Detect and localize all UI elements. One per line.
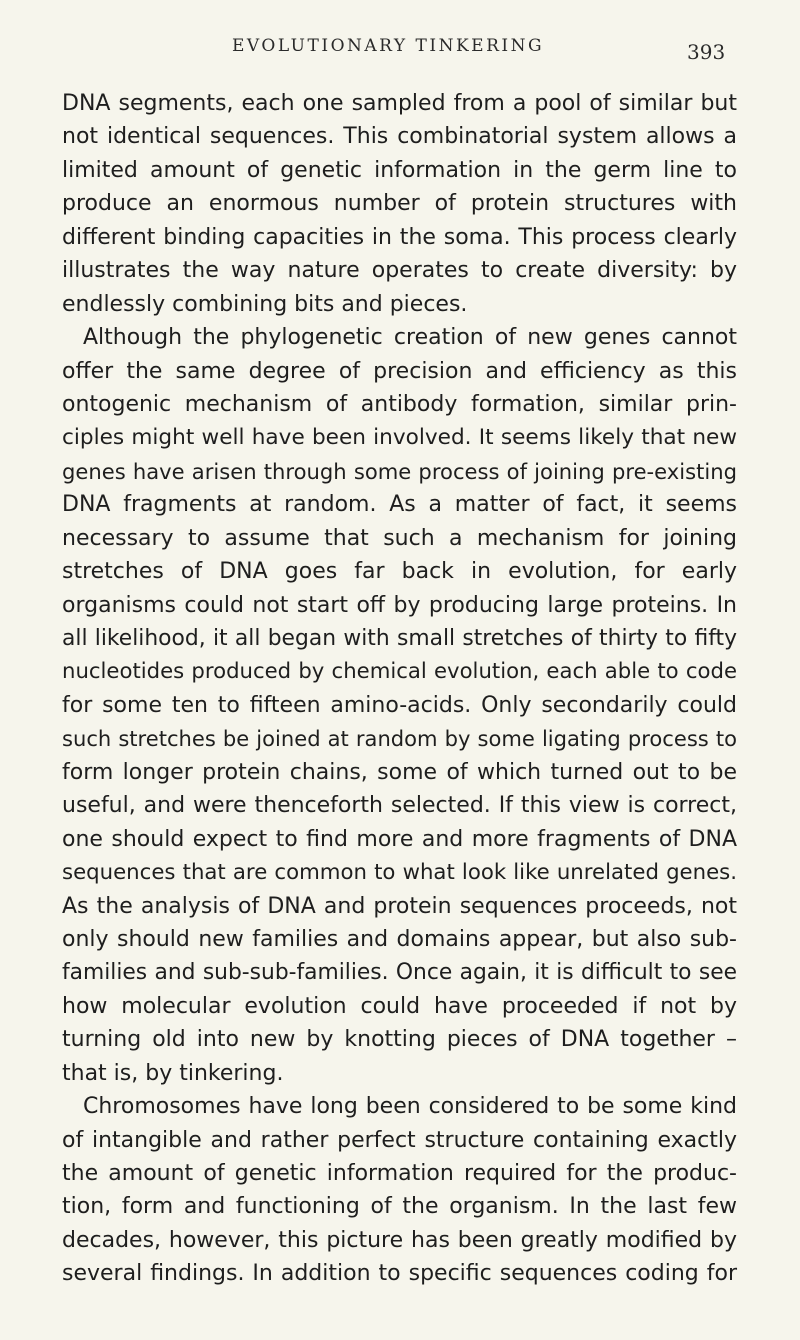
text-line: illustrates the way nature operates to create diversity: by <box>62 258 737 284</box>
text-line: form longer protein chains, some of which turned out to be <box>62 759 737 785</box>
text-line: not identical sequences. This combinatorial system allows a <box>62 124 737 150</box>
text-line: ciples might well have been involved. It seems likely that new <box>62 425 737 451</box>
text-line: turning old into new by knotting pieces of DNA together – <box>62 1027 737 1053</box>
text-line: all likelihood, it all began with small stretches of thirty to fifty <box>62 626 737 651</box>
page-number: 393 <box>687 40 726 64</box>
text-line: several findings. In addition to specific sequences coding for <box>62 1261 737 1287</box>
body-text <box>62 87 737 1291</box>
text-line: DNA segments, each one sampled from a pool of similar but <box>62 91 737 116</box>
text-line: decades, however, this picture has been greatly modified by <box>62 1227 737 1253</box>
text-line: limited amount of genetic information in the germ line to <box>62 157 737 183</box>
text-line: families and sub-sub-families. Once again, it is difficult to see <box>62 960 737 986</box>
text-line: different binding capacities in the soma. This process clearly <box>62 224 737 250</box>
text-line: such stretches be joined at random by some ligating process to <box>62 726 737 752</box>
text-line: only should new families and domains appear, but also sub- <box>62 926 737 952</box>
running-head: EVOLUTIONARY TINKERING <box>232 36 545 56</box>
text-line: offer the same degree of precision and efficiency as this <box>62 358 737 384</box>
text-line: stretches of DNA goes far back in evolution, for early <box>62 559 737 585</box>
text-line: for some ten to fifteen amino-acids. Only secondarily could <box>62 692 737 718</box>
paragraph-start-line: Chromosomes have long been considered to be some kind <box>83 1094 737 1120</box>
text-line: ontogenic mechanism of antibody formation, similar prin- <box>62 391 737 417</box>
text-line: genes have arisen through some process of joining pre-existing <box>62 458 737 484</box>
text-line: tion, form and functioning of the organism. In the last few <box>62 1194 737 1220</box>
paragraph-start-line: Although the phylogenetic creation of new genes cannot <box>83 325 737 351</box>
text-line: the amount of genetic information required for the produc- <box>62 1161 737 1186</box>
text-line: useful, and were thenceforth selected. If this view is correct, <box>62 793 737 819</box>
text-line: produce an enormous number of protein structures with <box>62 191 737 217</box>
text-line: sequences that are common to what look like unrelated genes. <box>62 860 737 886</box>
text-line: one should expect to find more and more fragments of DNA <box>62 826 737 852</box>
text-line: of intangible and rather perfect structure containing exactly <box>62 1127 737 1153</box>
text-line: organisms could not start off by producing large proteins. In <box>62 592 737 618</box>
text-line: DNA fragments at random. As a matter of fact, it seems <box>62 492 737 518</box>
text-line: As the analysis of DNA and protein sequences proceeds, not <box>62 893 737 919</box>
text-line: necessary to assume that such a mechanism for joining <box>62 525 737 551</box>
text-line: endlessly combining bits and pieces. <box>62 291 468 317</box>
text-line: that is, by tinkering. <box>62 1060 284 1086</box>
text-line: how molecular evolution could have proceeded if not by <box>62 993 737 1019</box>
text-line: nucleotides produced by chemical evolution, each able to code <box>62 659 737 685</box>
